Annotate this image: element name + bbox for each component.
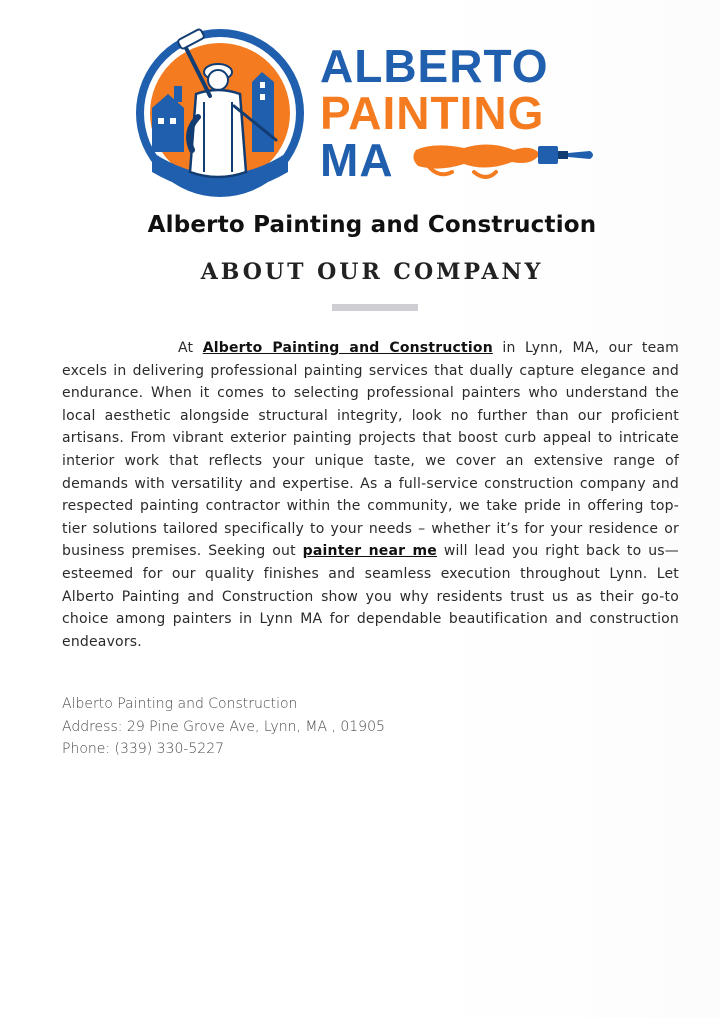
company-logo	[134, 22, 604, 207]
paragraph-part-2: will lead you right back to us—esteemed for our quality finishes and seamless execution throughout Lynn. Let Alberto Painting and Construction show you why residents trust us as their go-to choice among painters in Lynn MA for dependable beautification and construction endeavors.	[62, 543, 679, 650]
heading-divider	[332, 304, 418, 311]
painter-near-me-link[interactable]: painter near me	[302, 543, 437, 560]
paint-stroke-icon	[413, 144, 540, 168]
company-link[interactable]: Alberto Painting and Construction	[202, 340, 493, 356]
logo-line-1: ALBERTO	[320, 40, 549, 92]
document-title: Alberto Painting and Construction	[147, 212, 597, 238]
logo-line-3: MA	[320, 134, 394, 186]
contact-phone: Phone: (339) 330-5227	[62, 741, 225, 758]
section-heading: ABOUT OUR COMPANY	[200, 259, 544, 285]
contact-company-name: Alberto Painting and Construction	[62, 696, 298, 712]
contact-address: Address: 29 Pine Grove Ave, Lynn, MA , 01905	[62, 718, 385, 735]
paint-brush-icon	[538, 146, 558, 164]
paragraph-part-1: in Lynn, MA, our team excels in delivering professional painting services that dually capture elegance and endurance. When it comes to selecting professional painters who understand the local aesthetic alongside structural integrity, look no further than our proficient artisans. From vibrant exterior painting projects that boost curb appeal to intricate interior work that reflects your unique taste, we cover an extensive range of demands with versatility and expertise. As a full-service construction company and respected painting contractor within the community, we take pride in offering top-tier solutions tailored specifically to your needs – whether it’s for your residence or business premises. Seeking out	[62, 340, 679, 560]
logo-line-2: PAINTING	[320, 87, 545, 139]
logo-graphic	[134, 22, 604, 207]
about-paragraph	[62, 337, 679, 653]
intro-word: At	[178, 340, 194, 356]
contact-block	[62, 693, 562, 761]
